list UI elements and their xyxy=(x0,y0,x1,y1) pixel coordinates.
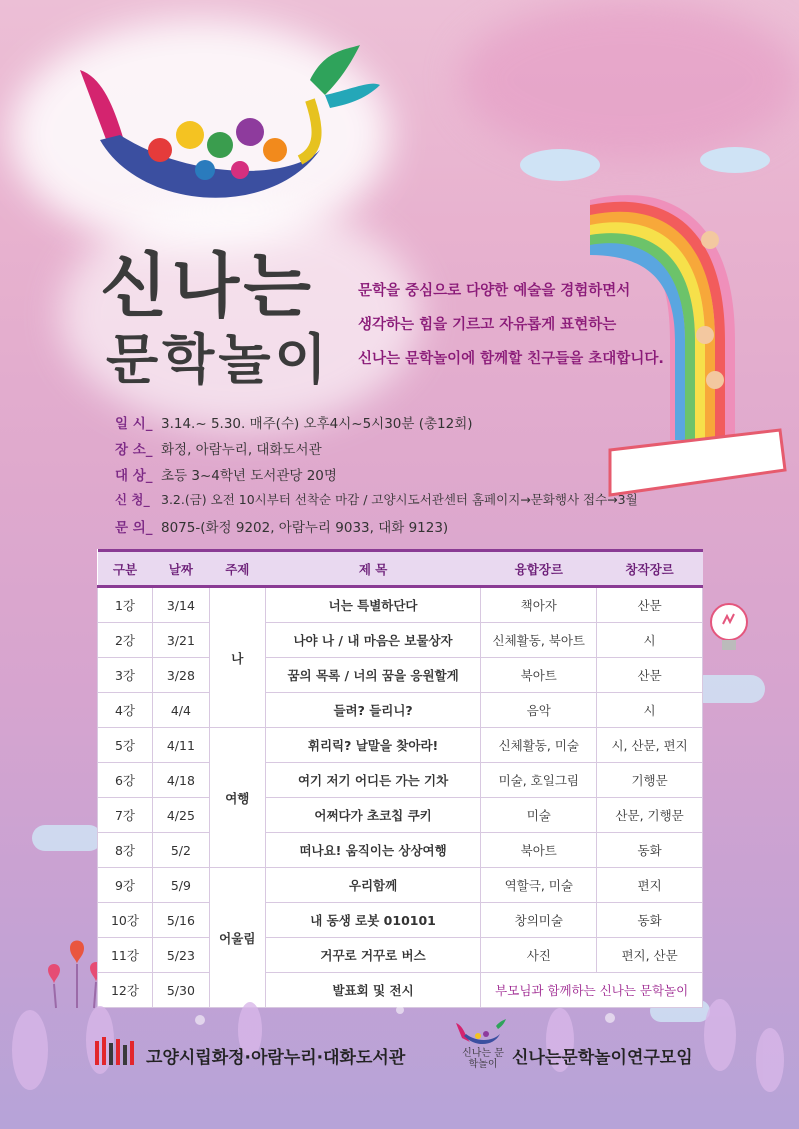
info-value: 초등 3~4학년 도서관당 20명 xyxy=(161,468,337,484)
table-row xyxy=(98,763,703,798)
cell-genre: 산문 xyxy=(597,587,703,623)
cell-no: 11강 xyxy=(98,938,153,973)
cell-genre: 편지 xyxy=(597,868,703,903)
cell-title: 어쩌다가 초코칩 쿠키 xyxy=(265,798,481,833)
table-row xyxy=(98,728,703,763)
cell-theme: 어울림 xyxy=(209,868,265,1008)
header-cell: 구분 xyxy=(98,551,153,587)
cell-title: 내 동생 로봇 010101 xyxy=(265,903,481,938)
cell-date: 5/9 xyxy=(152,868,209,903)
cell-date: 5/23 xyxy=(152,938,209,973)
table-row xyxy=(98,798,703,833)
info-value: 3.14.~ 5.30. 매주(수) 오후4시~5시30분 (총12회) xyxy=(161,416,473,432)
cell-fusion: 미술 xyxy=(481,798,597,833)
footer-group-name: 신나는문학놀이연구모임 xyxy=(512,1048,693,1068)
cell-genre: 시, 산문, 편지 xyxy=(597,728,703,763)
cell-genre: 기행문 xyxy=(597,763,703,798)
cell-theme: 나 xyxy=(209,587,265,728)
cell-fusion: 책아자 xyxy=(481,587,597,623)
lightbulb-icon xyxy=(708,602,750,657)
info-label: 장 소_ xyxy=(115,442,153,458)
cell-fusion: 창의미술 xyxy=(481,903,597,938)
cell-no: 6강 xyxy=(98,763,153,798)
header-cell: 주제 xyxy=(209,551,265,587)
page-title-line1: 신나는 xyxy=(100,245,315,327)
cell-no: 9강 xyxy=(98,868,153,903)
cell-no: 1강 xyxy=(98,587,153,623)
cell-genre: 산문 xyxy=(597,658,703,693)
cell-theme: 여행 xyxy=(209,728,265,868)
cell-fusion: 북아트 xyxy=(481,658,597,693)
cell-no: 12강 xyxy=(98,973,153,1008)
cell-fusion: 신체활동, 북아트 xyxy=(481,623,597,658)
intro-line-2: 생각하는 힘을 기르고 자유롭게 표현하는 xyxy=(358,317,617,333)
footer-library-name: 고양시립화정·아람누리·대화도서관 xyxy=(146,1048,406,1068)
header-cell: 제 목 xyxy=(265,551,481,587)
cell-fusion: 미술, 호일그림 xyxy=(481,763,597,798)
table-row xyxy=(98,623,703,658)
intro-line-3: 신나는 문학놀이에 함께할 친구들을 초대합니다. xyxy=(358,351,664,367)
cell-title: 너는 특별하단다 xyxy=(265,587,481,623)
cell-fusion: 사진 xyxy=(481,938,597,973)
cell-date: 5/16 xyxy=(152,903,209,938)
cell-title: 휘리릭? 날말을 찾아라! xyxy=(265,728,481,763)
whale-logo-icon xyxy=(80,40,380,220)
cell-title: 우리함께 xyxy=(265,868,481,903)
cell-title: 떠나요! 움직이는 상상여행 xyxy=(265,833,481,868)
info-value: 8075-(화정 9202, 아람누리 9033, 대화 9123) xyxy=(161,520,449,536)
cell-genre: 산문, 기행문 xyxy=(597,798,703,833)
cell-date: 5/2 xyxy=(152,833,209,868)
info-place xyxy=(115,438,322,458)
cell-title: 나야 나 / 내 마음은 보물상자 xyxy=(265,623,481,658)
cell-title: 발표회 및 전시 xyxy=(265,973,481,1008)
header-cell: 창작장르 xyxy=(597,551,703,587)
cell-date: 3/21 xyxy=(152,623,209,658)
mini-logo-text: 신나는 문학놀이 xyxy=(462,1048,504,1070)
table-row xyxy=(98,903,703,938)
cell-genre: 시 xyxy=(597,693,703,728)
cell-title: 꿈의 목록 / 너의 꿈을 응원할게 xyxy=(265,658,481,693)
info-target xyxy=(115,464,337,484)
table-row xyxy=(98,938,703,973)
cell-title: 거꾸로 거꾸로 버스 xyxy=(265,938,481,973)
table-row xyxy=(98,658,703,693)
header-cell: 융합장르 xyxy=(481,551,597,587)
cell-fusion: 역할극, 미술 xyxy=(481,868,597,903)
cell-fusion: 신체활동, 미술 xyxy=(481,728,597,763)
info-apply xyxy=(115,490,638,508)
cell-no: 4강 xyxy=(98,693,153,728)
cell-genre: 시 xyxy=(597,623,703,658)
page-title-line2: 문학놀이 xyxy=(106,328,331,391)
cell-no: 8강 xyxy=(98,833,153,868)
info-label: 신 청_ xyxy=(115,492,150,507)
pink-wash-blob xyxy=(460,0,799,160)
table-row xyxy=(98,587,703,623)
cell-date: 3/28 xyxy=(152,658,209,693)
table-row xyxy=(98,868,703,903)
info-value: 화정, 아람누리, 대화도서관 xyxy=(161,442,322,458)
cell-date: 5/30 xyxy=(152,973,209,1008)
table-row xyxy=(98,693,703,728)
cell-genre: 편지, 산문 xyxy=(597,938,703,973)
cell-title: 여기 저기 어디든 가는 기차 xyxy=(265,763,481,798)
info-label: 문 의_ xyxy=(115,520,153,536)
info-contact xyxy=(115,516,448,536)
cell-fusion: 북아트 xyxy=(481,833,597,868)
cell-date: 4/25 xyxy=(152,798,209,833)
cloud-decoration xyxy=(32,825,102,851)
info-label: 대 상_ xyxy=(115,468,153,484)
cell-fusion-merged: 부모님과 함께하는 신나는 문학놀이 xyxy=(481,973,703,1008)
cell-no: 7강 xyxy=(98,798,153,833)
schedule-table xyxy=(97,549,703,1008)
cell-date: 4/18 xyxy=(152,763,209,798)
cell-no: 2강 xyxy=(98,623,153,658)
info-value: 3.2.(금) 오전 10시부터 선착순 마감 / 고양시도서관센터 홈페이지→문화행사 접수→3월 xyxy=(161,492,638,507)
cell-no: 10강 xyxy=(98,903,153,938)
cell-no: 3강 xyxy=(98,658,153,693)
header-cell: 날짜 xyxy=(152,551,209,587)
table-header-row xyxy=(98,551,703,587)
cell-fusion: 음악 xyxy=(481,693,597,728)
cell-title: 들려? 들리니? xyxy=(265,693,481,728)
table-row xyxy=(98,833,703,868)
cell-genre: 동화 xyxy=(597,903,703,938)
intro-line-1: 문학을 중심으로 다양한 예술을 경험하면서 xyxy=(358,283,631,299)
cell-genre: 동화 xyxy=(597,833,703,868)
info-label: 일 시_ xyxy=(115,416,153,432)
cell-date: 4/4 xyxy=(152,693,209,728)
cell-date: 4/11 xyxy=(152,728,209,763)
library-logo-icon xyxy=(95,1037,139,1067)
mini-whale-logo-icon xyxy=(456,1018,506,1046)
info-date xyxy=(115,412,473,432)
cell-no: 5강 xyxy=(98,728,153,763)
cell-date: 3/14 xyxy=(152,587,209,623)
